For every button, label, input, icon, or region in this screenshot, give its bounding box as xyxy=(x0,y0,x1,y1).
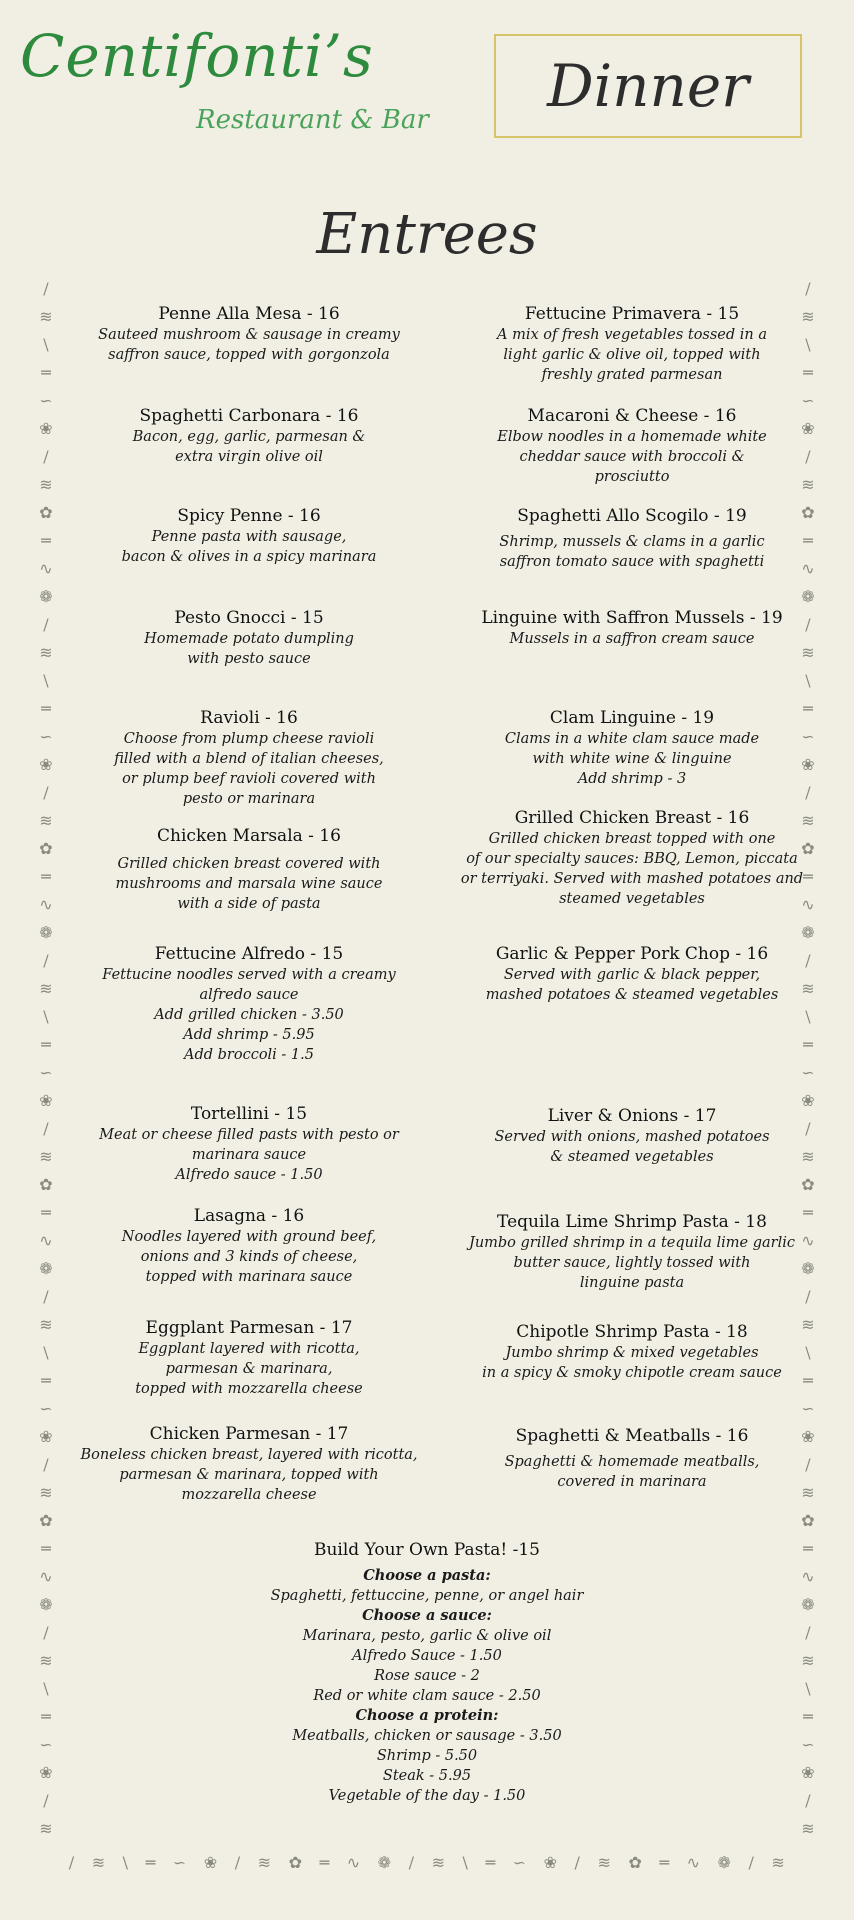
pasta-shape-icon: ❀ xyxy=(39,1091,53,1110)
item-name: Pesto Gnocci - 15 xyxy=(174,608,324,628)
pasta-shape-icon: \ xyxy=(43,335,49,354)
desc-line: Homemade potato dumpling xyxy=(144,631,354,647)
pasta-shape-icon: / xyxy=(748,1853,754,1872)
menu-item xyxy=(447,808,817,909)
desc-line: Eggplant layered with ricotta, xyxy=(138,1341,360,1357)
item-description xyxy=(69,1445,429,1505)
pasta-shape-icon: \ xyxy=(43,671,49,690)
menu-item xyxy=(462,1106,802,1167)
pasta-shape-icon: ❀ xyxy=(543,1853,557,1872)
pasta-shape-icon: ═ xyxy=(145,1853,156,1872)
pasta-shape-icon: ≋ xyxy=(597,1853,611,1872)
pasta-shape-icon: ∿ xyxy=(346,1853,361,1872)
pasta-shape-icon: \ xyxy=(43,1679,49,1698)
desc-line: linguine pasta xyxy=(579,1275,685,1291)
pasta-shape-icon: ≋ xyxy=(39,811,53,830)
byo-protein-heading: Choose a protein: xyxy=(355,1707,499,1724)
menu-item xyxy=(79,1318,419,1399)
pasta-shape-icon: ∽ xyxy=(801,1399,815,1418)
pasta-shape-icon: / xyxy=(43,783,49,802)
pasta-shape-icon: ✿ xyxy=(39,839,53,858)
pasta-shape-icon: / xyxy=(43,1455,49,1474)
pasta-shape-icon: ═ xyxy=(803,1707,813,1726)
pasta-shape-icon: \ xyxy=(805,671,811,690)
desc-line: extra virgin olive oil xyxy=(175,449,323,465)
pasta-shape-icon: ≋ xyxy=(801,1147,815,1166)
menu-item xyxy=(462,506,802,572)
pasta-shape-icon: ✿ xyxy=(801,839,815,858)
pasta-shape-icon: ❀ xyxy=(801,1763,815,1782)
pasta-shape-icon: ═ xyxy=(485,1853,496,1872)
desc-line: freshly grated parmesan xyxy=(541,367,723,383)
byo-option: Meatballs, chicken or sausage - 3.50 xyxy=(292,1728,562,1744)
desc-line: Add shrimp - 3 xyxy=(577,771,687,787)
pasta-shape-icon: ═ xyxy=(41,1203,51,1222)
desc-line: Grilled chicken breast covered with xyxy=(117,856,381,872)
desc-line: parmesan & marinara, topped with xyxy=(119,1467,379,1483)
desc-line: Jumbo grilled shrimp in a tequila lime garlic xyxy=(469,1235,795,1251)
pasta-shape-icon: ✿ xyxy=(801,1175,815,1194)
pasta-shape-icon: ≋ xyxy=(91,1853,106,1872)
desc-line: pesto or marinara xyxy=(182,791,316,807)
desc-line: Choose from plump cheese ravioli xyxy=(123,731,375,747)
desc-line: Add shrimp - 5.95 xyxy=(183,1027,315,1043)
item-description xyxy=(462,729,802,789)
pasta-shape-icon: ∽ xyxy=(801,727,815,746)
pasta-shape-icon: ═ xyxy=(803,1539,813,1558)
menu-item xyxy=(69,1424,429,1505)
desc-line: marinara sauce xyxy=(191,1147,307,1163)
menu-item xyxy=(452,608,812,649)
pasta-shape-icon: ∽ xyxy=(801,1735,815,1754)
pasta-shape-icon: / xyxy=(805,783,811,802)
pasta-shape-icon: \ xyxy=(805,1343,811,1362)
pasta-shape-icon: ∿ xyxy=(801,895,815,914)
pasta-shape-icon: ∿ xyxy=(39,559,53,578)
byo-title: Build Your Own Pasta! -15 xyxy=(313,1540,540,1560)
desc-line: saffron tomato sauce with spaghetti xyxy=(499,554,765,570)
pasta-shape-icon: ≋ xyxy=(801,307,815,326)
pasta-shape-icon: ✿ xyxy=(801,503,815,522)
item-name: Fettucine Primavera - 15 xyxy=(524,304,740,324)
item-description xyxy=(79,325,419,365)
pasta-shape-icon: ═ xyxy=(803,1203,813,1222)
pasta-shape-icon: ≋ xyxy=(39,307,53,326)
menu-item xyxy=(79,826,419,914)
pasta-shape-icon: ═ xyxy=(41,1035,51,1054)
pasta-shape-icon: ❀ xyxy=(801,1427,815,1446)
pasta-shape-icon: ═ xyxy=(803,867,813,886)
pasta-shape-icon: ❁ xyxy=(377,1853,392,1872)
pasta-shape-icon: ✿ xyxy=(801,1511,815,1530)
pasta-shape-icon: ═ xyxy=(803,699,813,718)
pasta-shape-icon: \ xyxy=(805,1679,811,1698)
item-name: Penne Alla Mesa - 16 xyxy=(158,304,340,324)
desc-line: A mix of fresh vegetables tossed in a xyxy=(496,327,768,343)
byo-option: Alfredo Sauce - 1.50 xyxy=(352,1648,502,1664)
pasta-shape-icon: \ xyxy=(805,1007,811,1026)
pasta-shape-icon: ≋ xyxy=(431,1853,445,1872)
pasta-shape-icon: ❀ xyxy=(801,755,815,774)
item-description xyxy=(452,1343,812,1383)
pasta-shape-icon: / xyxy=(805,1791,811,1810)
pasta-shape-icon: ∿ xyxy=(686,1853,700,1872)
desc-line: Bacon, egg, garlic, parmesan & xyxy=(132,429,366,445)
pasta-shape-icon: ═ xyxy=(803,531,813,550)
pasta-shape-icon: ❁ xyxy=(717,1853,731,1872)
pasta-shape-icon: ≋ xyxy=(771,1853,785,1872)
item-name: Eggplant Parmesan - 17 xyxy=(145,1318,353,1338)
pasta-shape-icon: ❁ xyxy=(801,587,815,606)
desc-line: Mussels in a saffron cream sauce xyxy=(509,631,755,647)
item-description xyxy=(462,532,802,572)
item-name: Tequila Lime Shrimp Pasta - 18 xyxy=(497,1212,767,1232)
pasta-shape-icon: ≋ xyxy=(257,1853,272,1872)
item-description xyxy=(462,1452,802,1492)
desc-line: cheddar sauce with broccoli & xyxy=(519,449,745,465)
pasta-shape-icon: ═ xyxy=(41,363,51,382)
menu-item xyxy=(79,1206,419,1287)
menu-item xyxy=(452,1212,815,1293)
pasta-shape-icon: / xyxy=(43,1287,49,1306)
pasta-shape-icon: ≋ xyxy=(801,643,815,662)
desc-line: Add grilled chicken - 3.50 xyxy=(154,1007,344,1023)
pasta-shape-icon: ═ xyxy=(41,1539,51,1558)
item-name: Spaghetti Carbonara - 16 xyxy=(139,406,359,426)
desc-line: topped with mozzarella cheese xyxy=(135,1381,363,1397)
pasta-shapes-icon xyxy=(60,1845,794,1881)
pasta-shape-icon: ❀ xyxy=(801,419,815,438)
desc-line: mashed potatoes & steamed vegetables xyxy=(485,987,779,1003)
pasta-shape-icon: \ xyxy=(43,1343,49,1362)
item-name: Liver & Onions - 17 xyxy=(547,1106,717,1126)
pasta-shape-icon: ❁ xyxy=(39,1259,53,1278)
pasta-shape-icon: ≋ xyxy=(801,1315,815,1334)
desc-line: saffron sauce, topped with gorgonzola xyxy=(108,347,390,363)
item-name: Lasagna - 16 xyxy=(193,1206,305,1226)
item-name: Garlic & Pepper Pork Chop - 16 xyxy=(495,944,769,964)
desc-line: with pesto sauce xyxy=(187,651,311,667)
item-description xyxy=(452,629,812,649)
desc-line: with white wine & linguine xyxy=(532,751,732,767)
pasta-shape-icon: ❀ xyxy=(203,1853,218,1872)
menu-item xyxy=(462,1426,802,1492)
desc-line: covered in marinara xyxy=(557,1474,707,1490)
pasta-shape-icon: ═ xyxy=(319,1853,330,1872)
pasta-shape-icon: / xyxy=(408,1853,415,1872)
pasta-shape-icon: / xyxy=(43,1119,49,1138)
pasta-shape-icon: / xyxy=(43,279,49,298)
pasta-shape-icon: ≋ xyxy=(801,1651,815,1670)
desc-line: Sauteed mushroom & sausage in creamy xyxy=(98,327,400,343)
desc-line: Noodles layered with ground beef, xyxy=(121,1229,377,1245)
item-description xyxy=(462,965,802,1005)
desc-line: mushrooms and marsala wine sauce xyxy=(115,876,383,892)
pasta-shape-icon: ≋ xyxy=(801,1819,815,1838)
item-description xyxy=(462,1127,802,1167)
pasta-shape-icon: ∿ xyxy=(39,1567,53,1586)
desc-line: Boneless chicken breast, layered with ricotta, xyxy=(80,1447,418,1463)
item-name: Linguine with Saffron Mussels - 19 xyxy=(481,608,783,628)
desc-line: topped with marinara sauce xyxy=(145,1269,353,1285)
byo-sauce-heading: Choose a sauce: xyxy=(362,1607,492,1624)
pasta-shape-icon: ∽ xyxy=(39,1735,53,1754)
pasta-shape-icon: ≋ xyxy=(39,1147,53,1166)
desc-line: parmesan & marinara, xyxy=(165,1361,333,1377)
desc-line: Grilled chicken breast topped with one xyxy=(488,831,776,847)
pasta-shape-icon: ═ xyxy=(41,867,51,886)
desc-line: bacon & olives in a spicy marinara xyxy=(121,549,377,565)
pasta-shapes-icon xyxy=(788,278,828,1848)
item-description xyxy=(79,1227,419,1287)
pasta-shape-icon: ∽ xyxy=(172,1853,187,1872)
menu-item xyxy=(79,944,419,1065)
item-name: Ravioli - 16 xyxy=(200,708,298,728)
pasta-shape-icon: ≋ xyxy=(801,475,815,494)
menu-item xyxy=(79,406,419,467)
pasta-shape-icon: ∽ xyxy=(39,391,53,410)
item-name: Chicken Parmesan - 17 xyxy=(149,1424,349,1444)
pasta-shape-icon: / xyxy=(43,447,49,466)
pasta-shape-icon: ❀ xyxy=(39,419,53,438)
pasta-shape-icon: ❁ xyxy=(39,1595,53,1614)
pasta-shape-icon: / xyxy=(805,1119,811,1138)
pasta-shape-icon: ≋ xyxy=(801,811,815,830)
desc-line: Penne pasta with sausage, xyxy=(151,529,347,545)
pasta-shape-icon: ≋ xyxy=(801,1483,815,1502)
pasta-shape-icon: ∽ xyxy=(39,1063,53,1082)
desc-line: & steamed vegetables xyxy=(550,1149,714,1165)
pasta-shape-icon: ≋ xyxy=(39,1483,53,1502)
pasta-shape-icon: ∽ xyxy=(39,1399,53,1418)
pasta-shape-icon: / xyxy=(805,615,811,634)
item-name: Fettucine Alfredo - 15 xyxy=(154,944,344,964)
menu-item xyxy=(462,304,802,385)
pasta-shape-icon: ∽ xyxy=(39,727,53,746)
item-name: Tortellini - 15 xyxy=(190,1104,308,1124)
item-name: Chicken Marsala - 16 xyxy=(157,826,341,846)
item-description xyxy=(79,965,419,1065)
byo-option: Red or white clam sauce - 2.50 xyxy=(313,1688,541,1704)
desc-line: or plump beef ravioli covered with xyxy=(122,771,376,787)
pasta-shape-icon: ❀ xyxy=(39,1763,53,1782)
menu-item xyxy=(79,506,419,567)
pasta-shape-icon: ≋ xyxy=(801,979,815,998)
build-your-own-pasta xyxy=(227,1540,627,1806)
menu-item xyxy=(462,406,802,487)
item-name: Clam Linguine - 19 xyxy=(549,708,715,728)
item-description xyxy=(79,1339,419,1399)
byo-option: Shrimp - 5.50 xyxy=(376,1748,478,1764)
pasta-shape-icon: ∿ xyxy=(801,1231,815,1250)
pasta-shape-icon: / xyxy=(805,951,811,970)
menu-item xyxy=(79,708,419,809)
item-description xyxy=(79,427,419,467)
item-description xyxy=(447,829,817,909)
item-description xyxy=(452,1233,815,1293)
item-name: Grilled Chicken Breast - 16 xyxy=(514,808,750,828)
desc-line: light garlic & olive oil, topped with xyxy=(503,347,761,363)
byo-option: Steak - 5.95 xyxy=(382,1768,472,1784)
pasta-shape-icon: / xyxy=(43,951,49,970)
pasta-shape-icon: ≋ xyxy=(39,643,53,662)
pasta-shape-icon: ∿ xyxy=(39,1231,53,1250)
pasta-shape-icon: ❀ xyxy=(39,1427,53,1446)
item-description xyxy=(462,325,802,385)
desc-line: Fettucine noodles served with a creamy xyxy=(102,967,396,983)
pasta-shape-icon: / xyxy=(805,1623,811,1642)
pasta-shape-icon: ∿ xyxy=(39,895,53,914)
item-description xyxy=(79,854,419,914)
pasta-shape-icon: ≋ xyxy=(39,979,53,998)
section-title: Entrees xyxy=(316,202,538,267)
desc-line: Served with garlic & black pepper, xyxy=(503,967,761,983)
pasta-shape-icon: ❁ xyxy=(39,587,53,606)
item-name: Spaghetti & Meatballs - 16 xyxy=(515,1426,749,1446)
desc-line: filled with a blend of italian cheeses, xyxy=(114,751,384,767)
desc-line: with a side of pasta xyxy=(177,896,321,912)
desc-line: Alfredo sauce - 1.50 xyxy=(175,1167,323,1183)
item-name: Macaroni & Cheese - 16 xyxy=(527,406,737,426)
pasta-shape-icon: / xyxy=(805,447,811,466)
pasta-shape-icon: ═ xyxy=(803,363,813,382)
pasta-shape-icon: ∿ xyxy=(801,559,815,578)
desc-line: Jumbo shrimp & mixed vegetables xyxy=(505,1345,759,1361)
pasta-shape-icon: ✿ xyxy=(39,1175,53,1194)
pasta-shape-icon: / xyxy=(43,1623,49,1642)
desc-line: butter sauce, lightly tossed with xyxy=(513,1255,751,1271)
pasta-shape-icon: ✿ xyxy=(628,1853,642,1872)
pasta-shape-icon: ∽ xyxy=(801,391,815,410)
menu-title-box xyxy=(494,34,802,138)
pasta-shape-icon: ❁ xyxy=(801,1259,815,1278)
pasta-shape-icon: / xyxy=(805,279,811,298)
menu-title: Dinner xyxy=(547,52,749,120)
pasta-shape-icon: / xyxy=(43,1791,49,1810)
pasta-shape-icon: ∽ xyxy=(801,1063,815,1082)
desc-line: alfredo sauce xyxy=(199,987,299,1003)
byo-option: Marinara, pesto, garlic & olive oil xyxy=(302,1628,552,1644)
pasta-shape-icon: / xyxy=(805,1455,811,1474)
menu-item xyxy=(452,1322,812,1383)
desc-line: steamed vegetables xyxy=(559,891,705,907)
pasta-shape-icon: ═ xyxy=(803,1371,813,1390)
item-description xyxy=(79,527,419,567)
desc-line: mozzarella cheese xyxy=(181,1487,317,1503)
pasta-shape-icon: ═ xyxy=(41,531,51,550)
desc-line: onions and 3 kinds of cheese, xyxy=(140,1249,358,1265)
menu-item xyxy=(462,944,802,1005)
pasta-shape-icon: ∿ xyxy=(801,1567,815,1586)
logo-subtitle: Restaurant & Bar xyxy=(196,105,429,135)
menu-item xyxy=(79,304,419,365)
menu-item xyxy=(79,1104,419,1185)
item-description xyxy=(79,729,419,809)
desc-line: or terriyaki. Served with mashed potatoes and xyxy=(460,871,804,887)
pasta-shape-icon: / xyxy=(234,1853,241,1872)
pasta-shape-icon: \ xyxy=(462,1853,468,1872)
item-description xyxy=(462,427,802,487)
pasta-shape-icon: ❁ xyxy=(39,923,53,942)
pasta-shape-icon: ≋ xyxy=(39,1651,53,1670)
pasta-shape-icon: / xyxy=(574,1853,580,1872)
item-description xyxy=(79,629,419,669)
pasta-shape-icon: ≋ xyxy=(39,1315,53,1334)
byo-option: Rose sauce - 2 xyxy=(374,1668,480,1684)
byo-option: Spaghetti, fettuccine, penne, or angel hair xyxy=(270,1588,584,1604)
item-name: Chipotle Shrimp Pasta - 18 xyxy=(516,1322,748,1342)
logo-main: Centifonti’s xyxy=(20,22,374,90)
desc-line: Add broccoli - 1.5 xyxy=(183,1047,314,1063)
pasta-shape-icon: ❀ xyxy=(801,1091,815,1110)
menu-item xyxy=(462,708,802,789)
desc-line: in a spicy & smoky chipotle cream sauce xyxy=(482,1365,782,1381)
pasta-shapes-icon xyxy=(26,278,66,1848)
desc-line: Shrimp, mussels & clams in a garlic xyxy=(499,534,765,550)
pasta-shape-icon: ✿ xyxy=(39,1511,53,1530)
pasta-shape-icon: \ xyxy=(43,1007,49,1026)
pasta-shape-icon: / xyxy=(68,1853,75,1872)
pasta-shape-icon: ∽ xyxy=(512,1853,527,1872)
pasta-shape-icon: ═ xyxy=(41,699,51,718)
pasta-shape-icon: ❁ xyxy=(801,1595,815,1614)
pasta-shape-icon: ═ xyxy=(659,1853,670,1872)
pasta-shape-icon: ✿ xyxy=(39,503,53,522)
item-name: Spaghetti Allo Scogilo - 19 xyxy=(517,506,747,526)
byo-pasta-heading: Choose a pasta: xyxy=(363,1567,491,1584)
pasta-shape-icon: ❁ xyxy=(801,923,815,942)
pasta-shape-icon: ✿ xyxy=(288,1853,302,1872)
desc-line: Served with onions, mashed potatoes xyxy=(494,1129,770,1145)
desc-line: of our specialty sauces: BBQ, Lemon, piccata xyxy=(466,851,798,867)
item-description xyxy=(79,1125,419,1185)
pasta-shape-icon: ≋ xyxy=(39,475,53,494)
pasta-shape-icon: ═ xyxy=(803,1035,813,1054)
desc-line: Clams in a white clam sauce made xyxy=(504,731,760,747)
desc-line: Elbow noodles in a homemade white xyxy=(497,429,767,445)
pasta-shape-icon: / xyxy=(805,1287,811,1306)
pasta-shape-icon: / xyxy=(43,615,49,634)
desc-line: prosciutto xyxy=(594,469,670,485)
pasta-shape-icon: \ xyxy=(805,335,811,354)
desc-line: Meat or cheese filled pasts with pesto or xyxy=(99,1127,399,1143)
item-name: Spicy Penne - 16 xyxy=(177,506,321,526)
desc-line: Spaghetti & homemade meatballs, xyxy=(504,1454,760,1470)
menu-item xyxy=(79,608,419,669)
pasta-shape-icon: ≋ xyxy=(39,1819,53,1838)
byo-option: Vegetable of the day - 1.50 xyxy=(328,1788,526,1804)
pasta-shape-icon: \ xyxy=(122,1853,129,1872)
pasta-shape-icon: ═ xyxy=(41,1707,51,1726)
pasta-shape-icon: ═ xyxy=(41,1371,51,1390)
pasta-shape-icon: ❀ xyxy=(39,755,53,774)
